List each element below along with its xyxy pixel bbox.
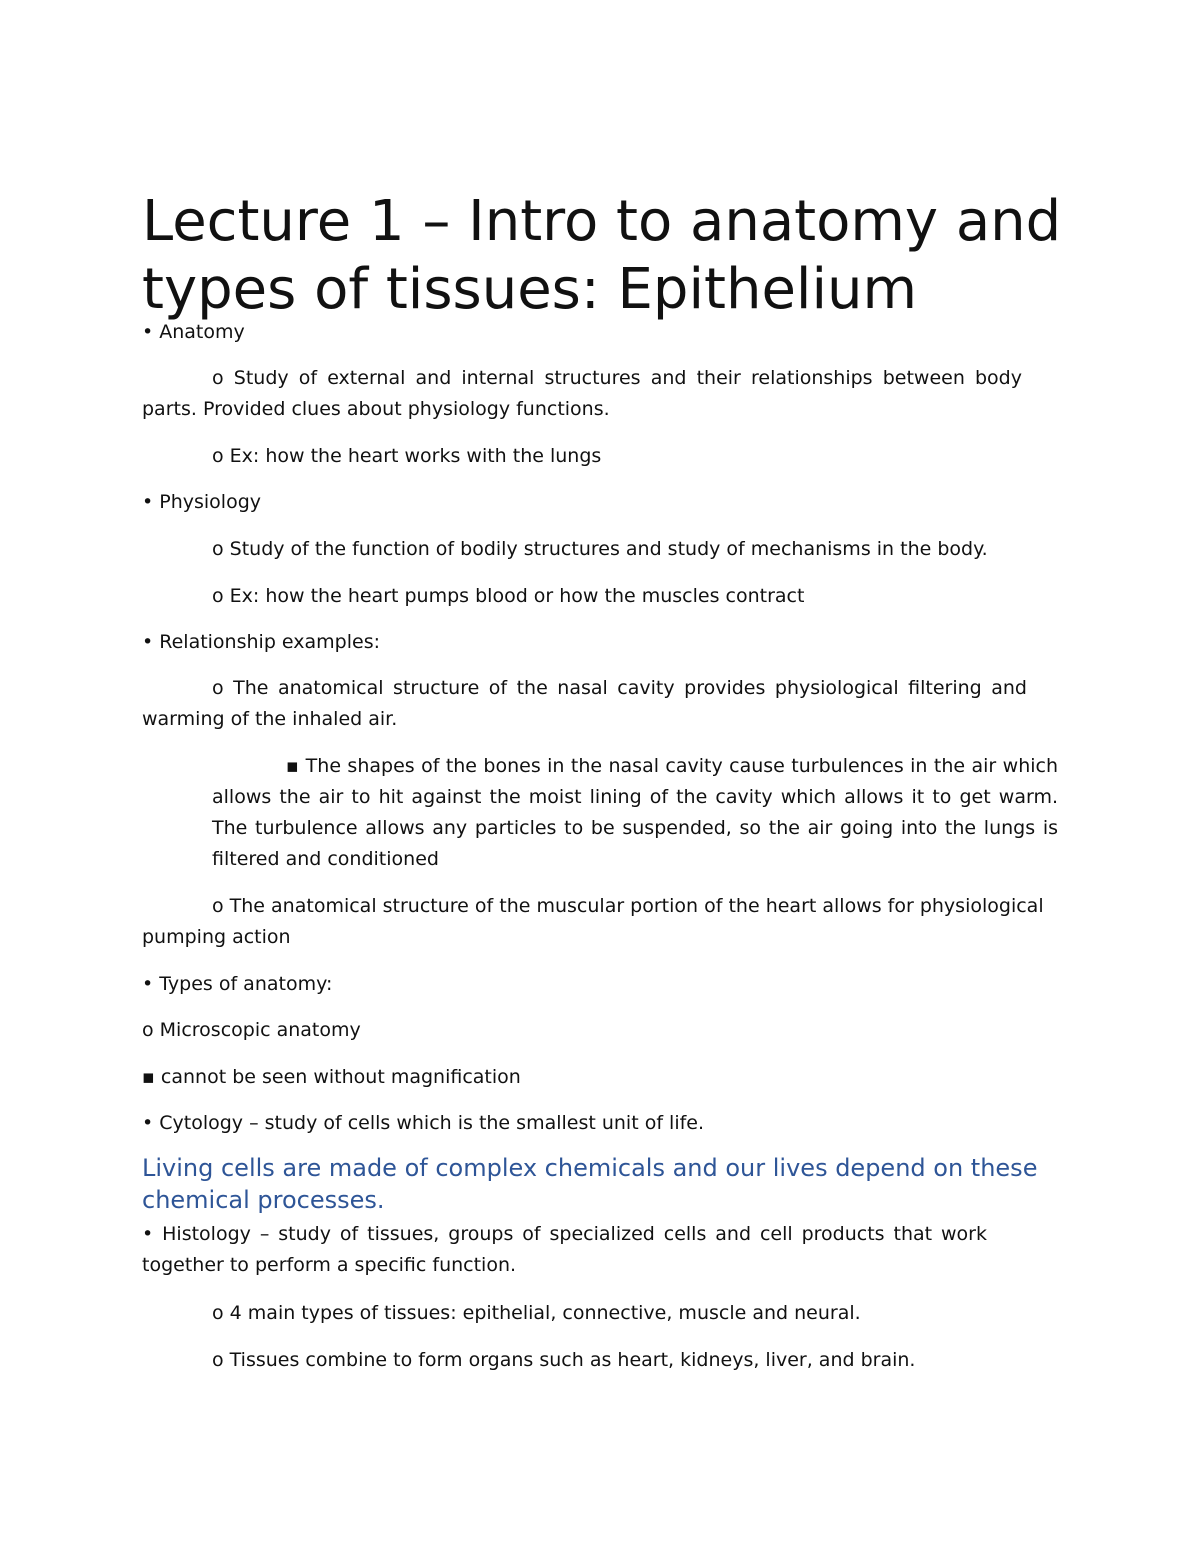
magnification-note: ▪ cannot be seen without magnification <box>142 1066 521 1088</box>
living-cells-heading: Living cells are made of complex chemicals and our lives depend on these chemical processes. <box>142 1154 1038 1214</box>
bullet-types-of-anatomy: • Types of anatomy: <box>142 973 333 995</box>
physiology-definition: o Study of the function of bodily structures and study of mechanisms in the body. <box>212 538 988 560</box>
bullet-histology: • Histology – study of tissues, groups of specialized cells and cell products that work together to perform a specific function. <box>142 1223 987 1276</box>
microscopic-anatomy: o Microscopic anatomy <box>142 1019 361 1041</box>
page-title: Lecture 1 – Intro to anatomy and types of tissues: Epithelium <box>142 189 1062 322</box>
physiology-example: o Ex: how the heart pumps blood or how the muscles contract <box>212 585 805 607</box>
bullet-cytology: • Cytology – study of cells which is the smallest unit of life. <box>142 1112 705 1134</box>
bullet-relationship-examples: • Relationship examples: <box>142 631 381 653</box>
anatomy-definition: o Study of external and internal structures and their relationships between body parts. Provided clues about physiology functions. <box>142 367 1022 420</box>
nasal-cavity-example: o The anatomical structure of the nasal cavity provides physiological filtering and warming of the inhaled air. <box>142 677 1027 730</box>
bullet-anatomy: • Anatomy <box>142 321 245 343</box>
heart-muscle-example: o The anatomical structure of the muscular portion of the heart allows for physiological pumping action <box>142 895 1044 948</box>
tissues-combine: o Tissues combine to form organs such as heart, kidneys, liver, and brain. <box>212 1349 916 1371</box>
anatomy-example: o Ex: how the heart works with the lungs <box>212 445 602 467</box>
bullet-physiology: • Physiology <box>142 491 262 513</box>
tissue-types: o 4 main types of tissues: epithelial, connective, muscle and neural. <box>212 1302 861 1324</box>
nasal-bone-shapes-detail: ▪ The shapes of the bones in the nasal cavity cause turbulences in the air which allows the air to hit against the moist lining of the cavity which allows it to get warm. The turbulence allows any particles to be suspended, so the air going into the lungs is filtered and conditioned <box>212 755 1058 870</box>
